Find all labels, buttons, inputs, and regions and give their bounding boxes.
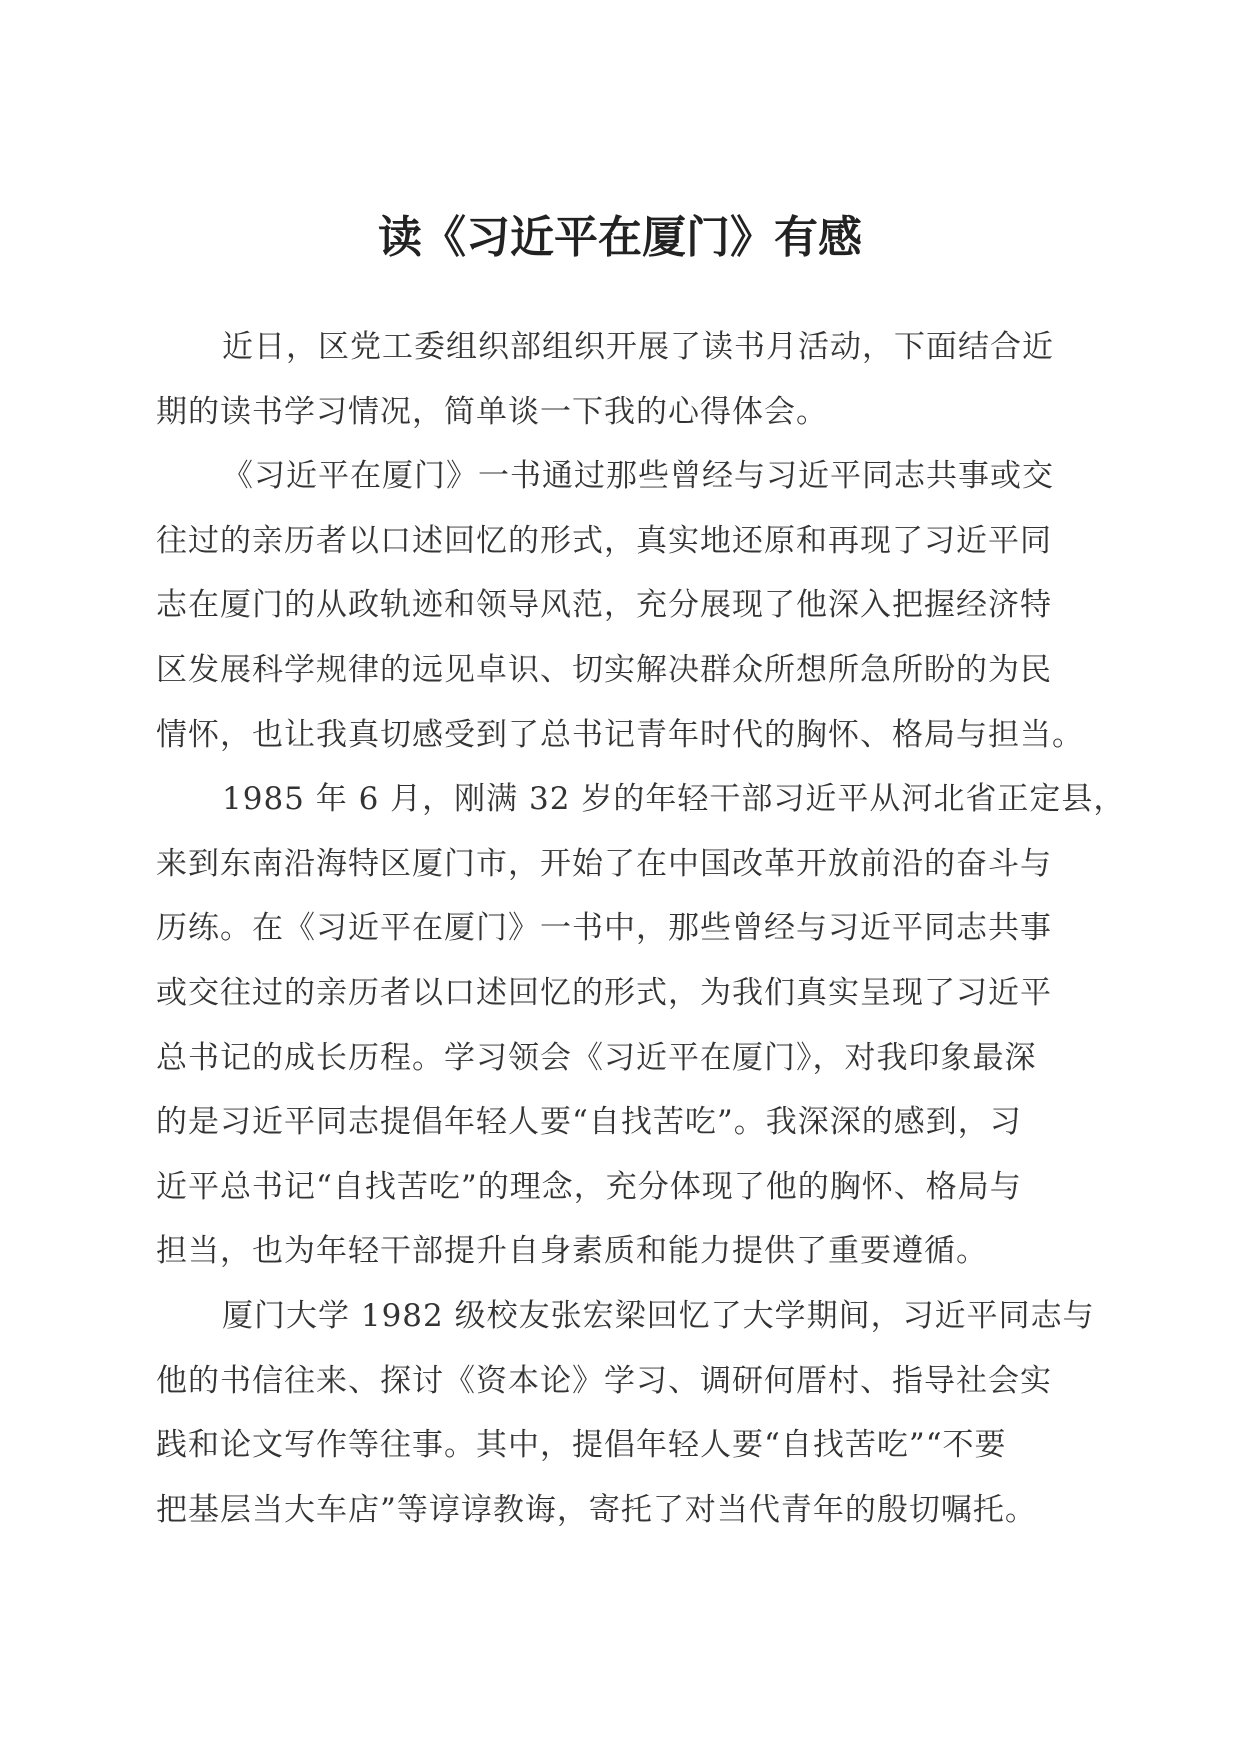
- paragraph-3-line-2: 来到东南沿海特区厦门市，开始了在中国改革开放前沿的奋斗与: [156, 845, 1052, 882]
- paragraph-3-line-4: 或交往过的亲历者以口述回忆的形式，为我们真实呈现了习近平: [156, 974, 1052, 1011]
- paragraph-4-line-1: 厦门大学 1982 级校友张宏梁回忆了大学期间，习近平同志与: [222, 1297, 1095, 1334]
- paragraph-4-line-3: 践和论文写作等往事。其中，提倡年轻人要“自找苦吃”“不要: [156, 1427, 1007, 1464]
- paragraph-2-line-1: 《习近平在厦门》一书通过那些曾经与习近平同志共事或交: [222, 458, 1054, 495]
- paragraph-3-line-6: 的是习近平同志提倡年轻人要“自找苦吃”。我深深的感到，习: [156, 1104, 1022, 1141]
- paragraph-3-line-8: 担当，也为年轻干部提升自身素质和能力提供了重要遵循。: [156, 1233, 988, 1270]
- document-body: [156, 315, 1126, 1542]
- paragraph-1-line-2: 期的读书学习情况，简单谈一下我的心得体会。: [156, 393, 828, 430]
- paragraph-3-line-7: 近平总书记“自找苦吃”的理念，充分体现了他的胸怀、格局与: [156, 1168, 1022, 1205]
- paragraph-3-line-5: 总书记的成长历程。学习领会《习近平在厦门》，对我印象最深: [156, 1039, 1037, 1076]
- paragraph-2-line-5: 情怀，也让我真切感受到了总书记青年时代的胸怀、格局与担当。: [156, 716, 1084, 753]
- paragraph-2-line-4: 区发展科学规律的远见卓识、切实解决群众所想所急所盼的为民: [156, 651, 1052, 688]
- paragraph-3-line-3: 历练。在《习近平在厦门》一书中，那些曾经与习近平同志共事: [156, 910, 1052, 947]
- paragraph-2-line-3: 志在厦门的从政轨迹和领导风范，充分展现了他深入把握经济特: [156, 587, 1052, 624]
- paragraph-1-line-1: 近日，区党工委组织部组织开展了读书月活动，下面结合近: [222, 329, 1054, 365]
- paragraph-4-line-4: 把基层当大车店”等谆谆教诲，寄托了对当代青年的殷切嘱托。: [156, 1491, 1037, 1528]
- document-title: 读《习近平在厦门》有感: [378, 212, 862, 263]
- paragraph-3-line-1: 1985 年 6 月，刚满 32 岁的年轻干部习近平从河北省正定县，: [222, 781, 1126, 818]
- paragraph-2-line-2: 往过的亲历者以口述回忆的形式，真实地还原和再现了习近平同: [156, 522, 1052, 559]
- paragraph-4-line-2: 他的书信往来、探讨《资本论》学习、调研何厝村、指导社会实: [156, 1362, 1052, 1399]
